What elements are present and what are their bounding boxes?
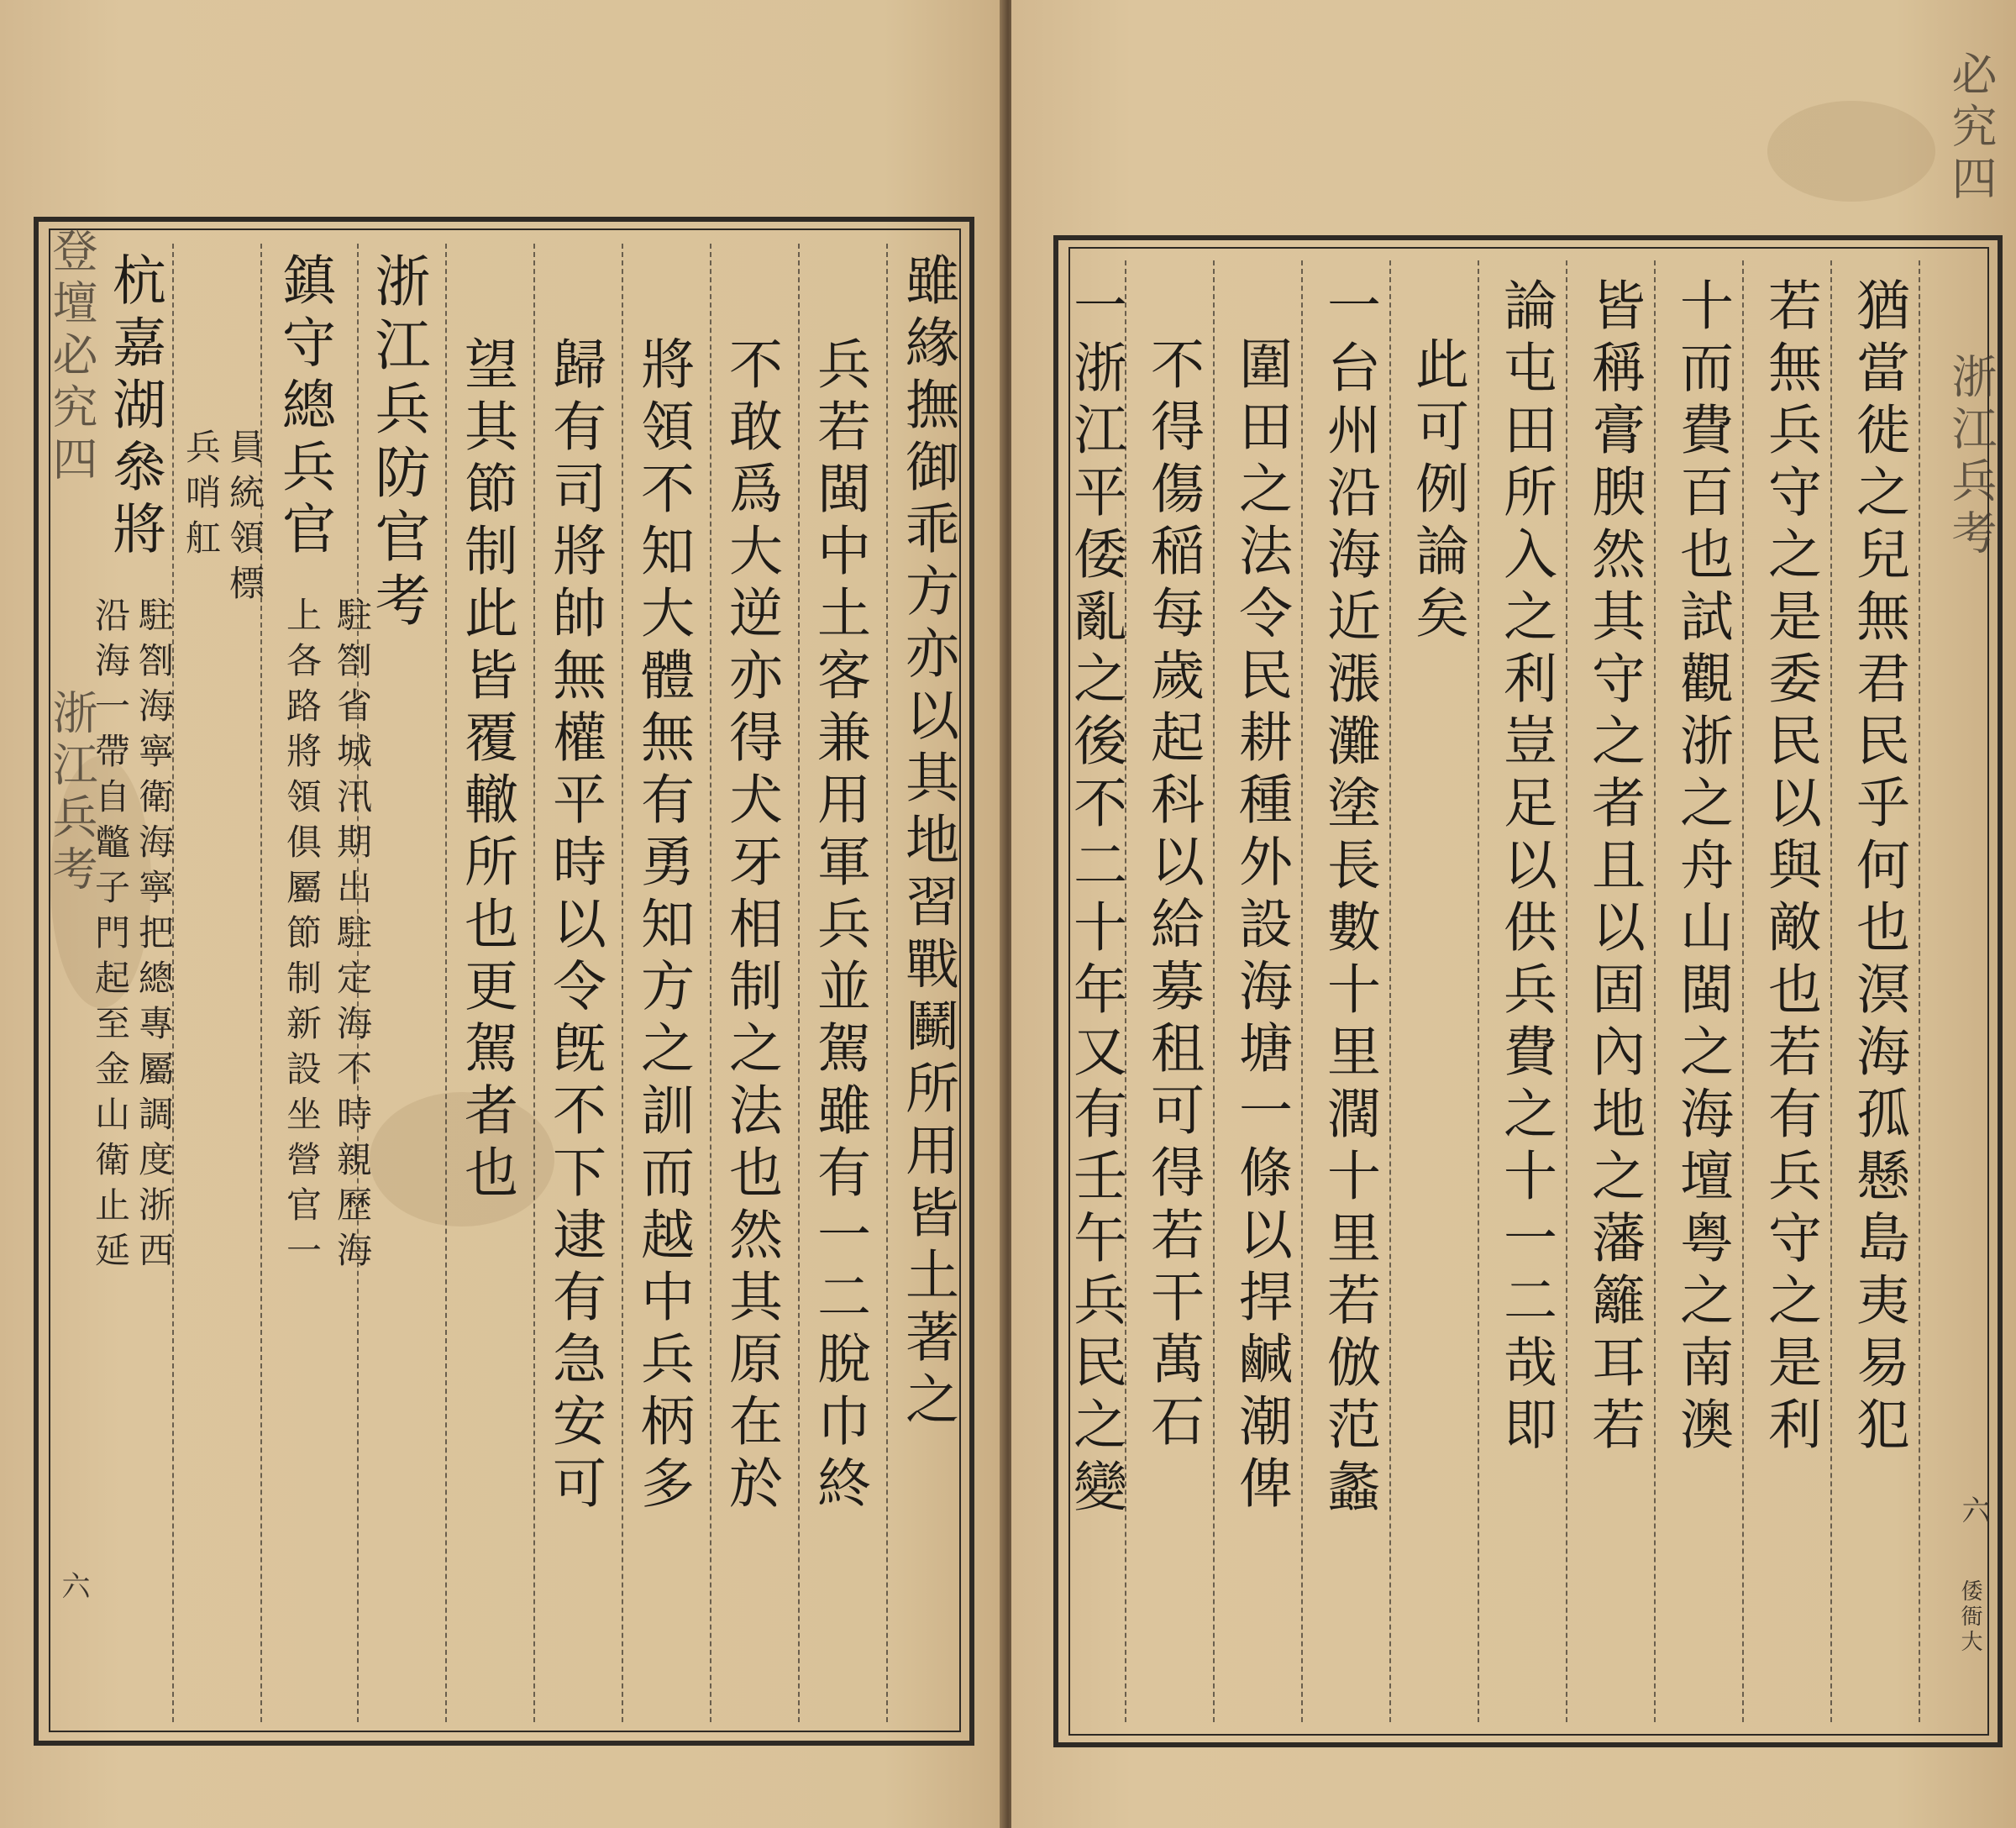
column-rule: [1213, 260, 1215, 1722]
column-rule: [622, 244, 623, 1722]
left-page: [0, 0, 1005, 1828]
running-title: 登壇必究四: [45, 227, 98, 487]
column-rule: [798, 244, 800, 1722]
right-page: [1011, 0, 2016, 1828]
column-rule: [1654, 260, 1656, 1722]
column-rule: [1566, 260, 1567, 1722]
text-column-5: 論屯田所入之利豈足以供兵費之十一二哉即: [1494, 277, 1557, 1458]
text-column-6: 此可例論矣: [1406, 336, 1468, 647]
text-column-9: 不得傷稲每歲起科以給募租可得若干萬石: [1142, 336, 1204, 1455]
column-rule: [445, 244, 447, 1722]
section-heading: 浙江兵防官考: [365, 252, 430, 635]
column-rule: [1919, 260, 1920, 1722]
column-rule: [1742, 260, 1744, 1722]
office-note: 沿海一帶自鼈子門起至金山衛止延: [90, 596, 131, 1277]
folio-number: 六: [1956, 1495, 1990, 1527]
office-title-1: 鎮守總兵官: [273, 252, 335, 563]
office-note: 兵哨舡: [181, 428, 222, 565]
text-column-3: 不敢爲大逆亦得犬牙相制之法也然其原在於: [720, 336, 782, 1517]
text-column-1: 雖緣撫御乖方亦以其地習戰鬭所用皆土著之: [896, 252, 958, 1433]
text-column-1: 猶當徙之兒無君民乎何也溟海孤懸島夷易犯: [1847, 277, 1909, 1458]
text-column-2: 兵若閩中土客兼用軍兵並駕雖有一二脫巾終: [808, 336, 870, 1517]
column-rule: [1389, 260, 1391, 1722]
text-column-6: 望其節制此皆覆轍所也更駕者也: [455, 336, 517, 1206]
section-label: 浙江兵考: [45, 689, 98, 897]
text-column-3: 十而費百也試觀浙之舟山閩之海壇粤之南澳: [1671, 277, 1733, 1458]
column-rule: [533, 244, 535, 1722]
text-column-4: 皆稱膏腴然其守之者且以固內地之藩籬耳若: [1583, 277, 1645, 1458]
column-rule: [1830, 260, 1832, 1722]
office-note: 駐劄省城汛期出駐定海不時親歷海: [332, 596, 373, 1277]
folio-number: 六: [56, 1571, 90, 1603]
text-column-5: 歸有司將帥無權平時以令旣不下逮有急安可: [543, 336, 606, 1517]
column-rule: [886, 244, 888, 1722]
folio-note: 倭衙大: [1957, 1579, 1982, 1655]
section-label: 浙江兵考: [1945, 353, 1998, 561]
text-column-10: 一浙江平倭亂之後不二十年又有壬午兵民之變: [1064, 277, 1126, 1521]
column-rule: [1301, 260, 1303, 1722]
paper-stain: [1767, 101, 1935, 202]
column-rule: [710, 244, 711, 1722]
text-column-2: 若無兵守之是委民以與敵也若有兵守之是利: [1759, 277, 1821, 1458]
office-note: 上各路將領俱屬節制新設坐營官一: [281, 596, 323, 1277]
text-column-7: 一台州沿海近漲灘塗長數十里濶十里若倣范蠡: [1318, 277, 1380, 1521]
running-title: 必究四: [1945, 50, 1998, 207]
office-title-2: 杭嘉湖叅將: [103, 252, 165, 563]
column-rule: [1478, 260, 1479, 1722]
text-column-4: 將領不知大體無有勇知方之訓而越中兵柄多: [632, 336, 694, 1517]
text-column-8: 圍田之法令民耕種外設海塘一條以捍鹹潮俾: [1230, 336, 1292, 1517]
office-note: 員統領標: [224, 428, 265, 610]
office-note: 駐劄海寧衛海寧把總專屬調度浙西: [134, 596, 175, 1277]
